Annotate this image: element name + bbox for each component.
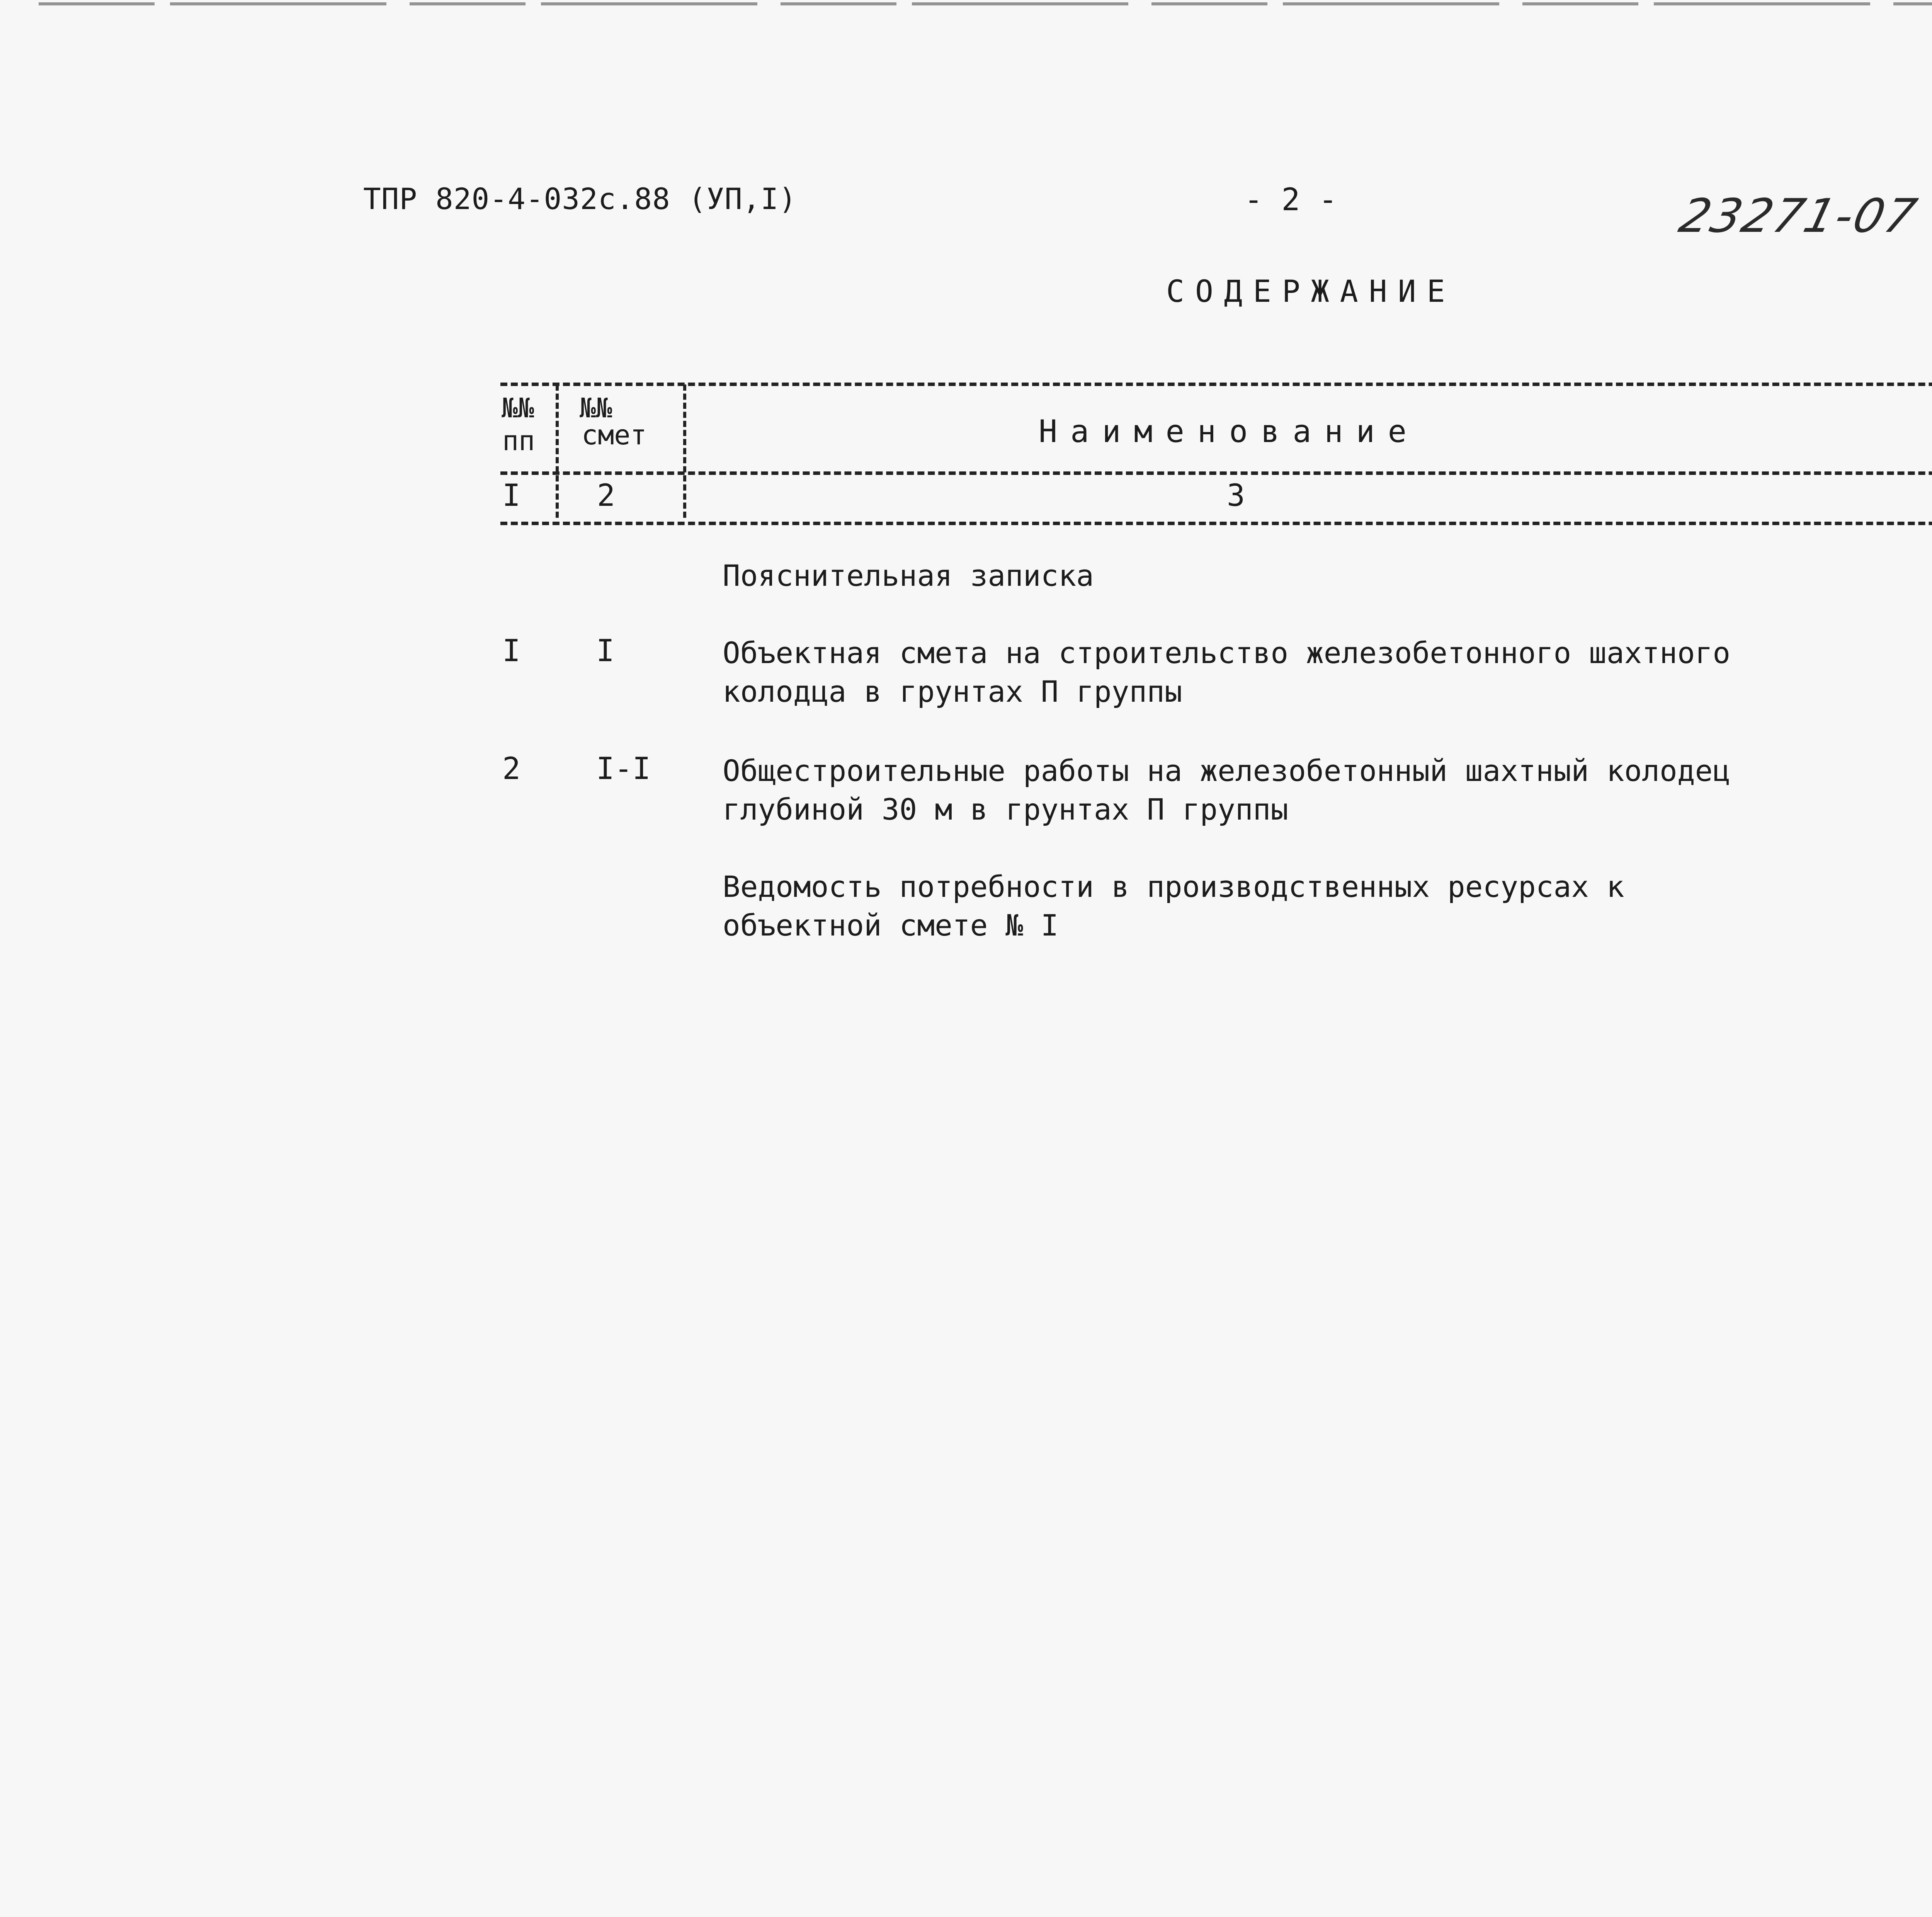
- row-title-line: Пояснительная записка: [723, 558, 1094, 593]
- table-row: [723, 867, 1882, 945]
- header-col3: Наименование: [1039, 413, 1420, 449]
- scan-edge-artifact: [39, 2, 1932, 5]
- table-row: [723, 556, 1882, 595]
- document-code: ТПР 820-4-032с.88 (УП,I): [363, 182, 797, 216]
- column-number-3: 3: [1227, 478, 1245, 513]
- row-title-line: Ведомость потребности в производственных ресурсах к: [723, 869, 1624, 904]
- header-col2-bottom: смет: [582, 419, 647, 451]
- header-col1-top: №№: [502, 392, 534, 424]
- header-col2-top: №№: [580, 392, 612, 424]
- row-estimate-number: I-I: [596, 752, 651, 786]
- row-title-line: объектной смете № I: [723, 908, 1059, 942]
- column-number-1: I: [502, 478, 520, 513]
- table-numbers-rule: [500, 522, 1932, 525]
- row-title-line: Объектная смета на строительство железобетонного шахтного: [723, 636, 1731, 670]
- column-number-2: 2: [597, 478, 615, 513]
- table-row: [723, 752, 1882, 829]
- row-number: I: [502, 634, 520, 668]
- table-col-divider-2: [683, 384, 686, 518]
- row-title-line: Общестроительные работы на железобетонный шахтный колодец: [723, 754, 1731, 788]
- table-header-rule: [500, 471, 1932, 475]
- row-title-line: глубиной 30 м в грунтах П группы: [723, 792, 1289, 827]
- header-col1-bottom: пп: [502, 425, 535, 457]
- row-estimate-number: I: [596, 634, 614, 668]
- table-row: [723, 634, 1882, 711]
- document-title: СОДЕРЖАНИЕ: [1166, 274, 1456, 309]
- row-number: 2: [502, 752, 520, 786]
- table-top-rule: [500, 383, 1932, 386]
- table-col-divider-1: [556, 384, 559, 518]
- handwritten-number: 23271-07: [1674, 189, 1923, 243]
- row-title-line: колодца в грунтах П группы: [723, 674, 1182, 709]
- page-number: - 2 -: [1244, 182, 1337, 218]
